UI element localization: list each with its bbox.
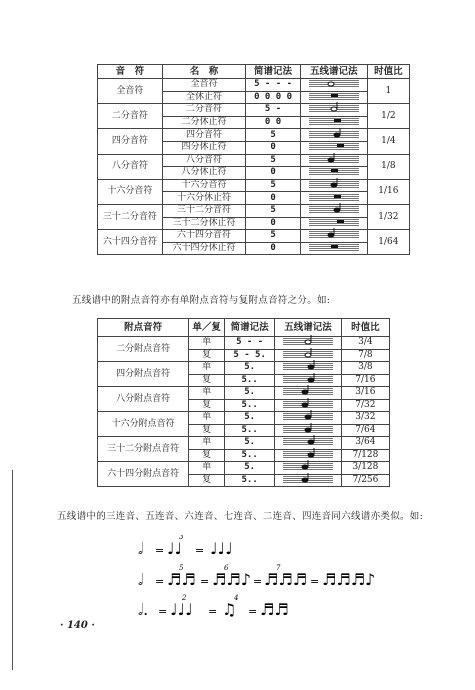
jianpu-notation: 0 [246, 242, 301, 255]
note-glyph: 𝅗𝅥 [138, 539, 144, 558]
note-glyph: ♩♩♩ [210, 539, 233, 558]
equals-sign: = [253, 575, 263, 588]
note-name: 六十四分休止符 [162, 242, 245, 255]
note-group-label: 二分音符 [98, 104, 163, 129]
note-glyph: ♬♬♬ [264, 570, 308, 589]
single-double-label: 单 [189, 412, 225, 425]
duration-ratio: 7/8 [341, 349, 389, 362]
duration-ratio: 1/16 [367, 179, 409, 204]
jianpu-notation: 5 - 5. [225, 349, 275, 362]
note-group-label: 六十四分音符 [98, 230, 163, 255]
single-double-label: 单 [189, 387, 225, 400]
staff-notation [283, 400, 333, 409]
note-name: 三十二分音符 [162, 204, 245, 217]
table-row [98, 337, 390, 350]
dotted-group-label: 八分附点音符 [98, 387, 189, 412]
jianpu-notation: 5 [246, 204, 301, 217]
staff-notation [283, 387, 333, 396]
duration-ratio: 1/64 [367, 230, 409, 255]
col-header-ratio: 时值比 [341, 319, 389, 337]
staff-notation [283, 337, 333, 346]
table-row [98, 462, 390, 475]
staff-notation [309, 79, 359, 88]
single-double-label: 单 [189, 337, 225, 350]
jianpu-notation: 5 [246, 129, 301, 142]
col-header-jianpu: 简谱记法 [225, 319, 275, 337]
col-header-staff: 五线谱记法 [275, 319, 342, 337]
note-name: 二分休止符 [162, 116, 245, 129]
tuplet-row-duplet-quadruplet [138, 594, 289, 619]
note-name: 三十二分休止符 [162, 217, 245, 230]
table-row [98, 437, 390, 450]
duration-ratio: 3/8 [341, 362, 389, 375]
equals-sign: = [310, 575, 320, 588]
note-name: 二分音符 [162, 104, 245, 117]
jianpu-notation: 5 [246, 230, 301, 243]
col-header-jianpu: 简谱记法 [246, 65, 301, 79]
jianpu-notation: 0 0 [246, 116, 301, 129]
staff-notation [309, 142, 359, 151]
staff-notation [283, 462, 333, 471]
col-header-ratio: 时值比 [367, 65, 409, 79]
duration-ratio: 3/4 [341, 337, 389, 350]
duration-ratio: 7/16 [341, 374, 389, 387]
margin-line [12, 470, 13, 670]
equals-sign: = [195, 544, 205, 557]
jianpu-notation: 5. [225, 462, 275, 475]
staff-notation [309, 167, 359, 176]
tuplet-row-quintuplet-sextuplet-septuplet [138, 564, 375, 589]
page-number: · 140 · [60, 620, 95, 631]
staff-notation [283, 450, 333, 459]
staff-notation [309, 243, 359, 252]
single-double-label: 单 [189, 362, 225, 375]
staff-notation [283, 425, 333, 434]
note-glyph: ♩♩♩ [170, 600, 193, 619]
note-glyph: ♫ [222, 600, 237, 619]
dotted-group-label: 三十二分附点音符 [98, 437, 189, 462]
jianpu-notation: 5.. [225, 399, 275, 412]
tuplet-number: 4 [234, 594, 239, 602]
note-group-label: 十六分音符 [98, 179, 163, 204]
jianpu-notation: 5. [225, 437, 275, 450]
note-name: 十六分休止符 [162, 192, 245, 205]
staff-notation [309, 205, 359, 214]
equals-sign: = [155, 544, 165, 557]
note-name: 十六分音符 [162, 179, 245, 192]
note-values-body [98, 79, 410, 255]
duration-ratio: 7/256 [341, 474, 389, 487]
equals-sign: = [248, 605, 258, 618]
single-double-label: 复 [189, 424, 225, 437]
tuplet-number: 6 [224, 564, 229, 572]
equals-sign: = [158, 605, 168, 618]
duration-ratio: 1 [367, 79, 409, 104]
duration-ratio: 1/2 [367, 104, 409, 129]
jianpu-notation: 5 - - - [246, 79, 301, 92]
table-row [98, 230, 410, 243]
staff-notation [283, 437, 333, 446]
duration-ratio: 7/128 [341, 449, 389, 462]
table-row [98, 79, 410, 92]
note-glyph: ♬♬♪ [212, 570, 251, 589]
note-name: 八分音符 [162, 154, 245, 167]
tuplet-row-triplet [138, 535, 233, 558]
staff-notation [309, 218, 359, 227]
equals-sign: = [200, 575, 210, 588]
jianpu-notation: 0 [246, 141, 301, 154]
duration-ratio: 3/128 [341, 462, 389, 475]
tuplet-number: 3 [179, 535, 184, 541]
duration-ratio: 3/16 [341, 387, 389, 400]
single-double-label: 单 [189, 462, 225, 475]
note-group-label: 三十二分音符 [98, 204, 163, 229]
duration-ratio: 1/4 [367, 129, 409, 154]
note-name: 全音符 [162, 79, 245, 92]
jianpu-notation: 5 - - [225, 337, 275, 350]
duration-ratio: 7/64 [341, 424, 389, 437]
note-glyph: ♬♬ [260, 600, 289, 619]
note-glyph: ♩♩ [167, 539, 183, 558]
single-double-label: 复 [189, 449, 225, 462]
col-header-staff: 五线谱记法 [300, 65, 367, 79]
jianpu-notation: 5.. [225, 424, 275, 437]
dotted-notes-body [98, 337, 390, 487]
staff-notation [283, 362, 333, 371]
jianpu-notation: 5 - [246, 104, 301, 117]
note-values-table [97, 64, 410, 255]
staff-notation [309, 117, 359, 126]
note-name: 六十四分音符 [162, 230, 245, 243]
col-header-single-double: 单／复 [189, 319, 225, 337]
note-group-label: 八分音符 [98, 154, 163, 179]
tuplet-number: 5 [179, 564, 184, 572]
jianpu-notation: 5 [246, 154, 301, 167]
single-double-label: 复 [189, 474, 225, 487]
jianpu-notation: 0 0 0 0 [246, 91, 301, 104]
table-row [98, 179, 410, 192]
equals-sign: = [155, 575, 165, 588]
jianpu-notation: 0 [246, 192, 301, 205]
col-header-note: 音 符 [98, 65, 163, 79]
staff-notation [309, 155, 359, 164]
table-row [98, 204, 410, 217]
equals-sign: = [208, 605, 218, 618]
single-double-label: 单 [189, 437, 225, 450]
single-double-label: 复 [189, 349, 225, 362]
note-group-label: 全音符 [98, 79, 163, 104]
jianpu-notation: 5. [225, 362, 275, 375]
staff-notation [309, 193, 359, 202]
staff-notation [309, 180, 359, 189]
table-row [98, 154, 410, 167]
tuplet-number: 2 [182, 594, 187, 602]
dotted-group-label: 四分附点音符 [98, 362, 189, 387]
staff-notation [283, 350, 333, 359]
note-name: 四分音符 [162, 129, 245, 142]
jianpu-notation: 5. [225, 387, 275, 400]
col-header-dotted: 附点音符 [98, 319, 189, 337]
staff-notation [309, 130, 359, 139]
col-header-name: 名 称 [162, 65, 245, 79]
table-row [98, 362, 390, 375]
note-glyph: 𝅗𝅥 [138, 570, 144, 589]
note-name: 四分休止符 [162, 141, 245, 154]
staff-notation [283, 375, 333, 384]
staff-notation [283, 412, 333, 421]
jianpu-notation: 5 [246, 179, 301, 192]
duration-ratio: 7/32 [341, 399, 389, 412]
dotted-notes-table [97, 318, 390, 487]
table-row [98, 412, 390, 425]
single-double-label: 复 [189, 399, 225, 412]
duration-ratio: 1/8 [367, 154, 409, 179]
note-name: 八分休止符 [162, 167, 245, 180]
jianpu-notation: 5.. [225, 374, 275, 387]
jianpu-notation: 5.. [225, 449, 275, 462]
dotted-group-label: 二分附点音符 [98, 337, 189, 362]
dotted-group-label: 十六分附点音符 [98, 412, 189, 437]
duration-ratio: 1/32 [367, 204, 409, 229]
staff-notation [309, 92, 359, 101]
note-group-label: 四分音符 [98, 129, 163, 154]
table-row [98, 129, 410, 142]
paragraph-tuplets: 五线谱中的三连音、五连音、六连音、七连音、二连音、四连音同六线谱亦类似。如: [57, 511, 424, 522]
duration-ratio: 3/32 [341, 412, 389, 425]
note-name: 全休止符 [162, 91, 245, 104]
jianpu-notation: 0 [246, 167, 301, 180]
note-glyph: ♬♬ [167, 570, 196, 589]
jianpu-notation: 0 [246, 217, 301, 230]
staff-notation [309, 104, 359, 113]
table-row [98, 387, 390, 400]
duration-ratio: 3/64 [341, 437, 389, 450]
tuplet-number: 7 [276, 564, 281, 572]
note-glyph: ♬♬♬♪ [322, 570, 376, 589]
table-row [98, 104, 410, 117]
single-double-label: 复 [189, 374, 225, 387]
paragraph-dotted-notes: 五线谱中的附点音符亦有单附点音符与复附点音符之分。如: [72, 295, 331, 306]
staff-notation [283, 475, 333, 484]
note-glyph: 𝅗𝅥. [138, 600, 149, 619]
jianpu-notation: 5. [225, 412, 275, 425]
dotted-group-label: 六十四分附点音符 [98, 462, 189, 487]
staff-notation [309, 230, 359, 239]
jianpu-notation: 5.. [225, 474, 275, 487]
